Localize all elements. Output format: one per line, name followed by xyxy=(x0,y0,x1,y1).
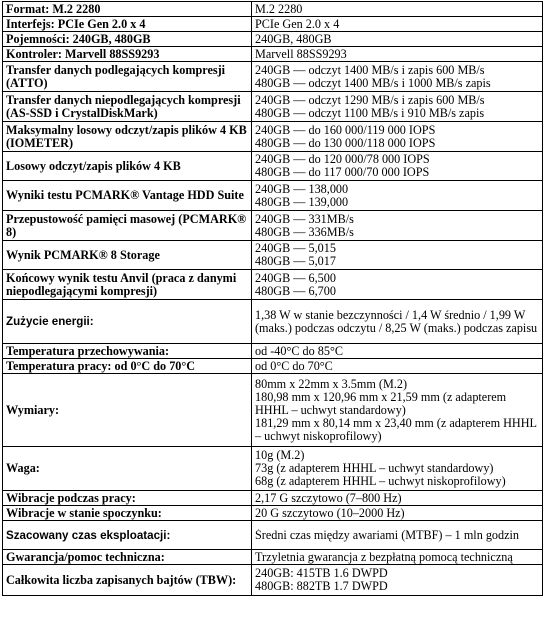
spec-label: Format: M.2 2280 xyxy=(3,2,252,17)
spec-value-line: 480GB — odczyt 1400 MB/s i 1000 MB/s zapis xyxy=(255,76,491,90)
spec-value-line: 240GB, 480GB xyxy=(255,32,332,46)
spec-label: Końcowy wynik testu Anvil (praca z danymi niepodlegającymi kompresji) xyxy=(3,270,252,300)
spec-value-cell xyxy=(252,359,543,374)
spec-value-cell xyxy=(252,181,543,211)
spec-row xyxy=(3,374,543,447)
spec-row xyxy=(3,506,543,521)
spec-value-line: 480GB — 336MB/s xyxy=(255,225,354,239)
spec-label: Wymiary: xyxy=(3,374,252,447)
spec-label: Wyniki testu PCMARK® Vantage HDD Suite xyxy=(3,181,252,211)
spec-value-cell xyxy=(252,17,543,32)
spec-value-line: 240GB — 5,015 xyxy=(255,242,336,255)
specification-table-body xyxy=(3,2,543,596)
spec-value-cell xyxy=(252,565,543,596)
spec-value-line: Marvell 88SS9293 xyxy=(255,47,347,61)
spec-row xyxy=(3,521,543,550)
spec-label: Temperatura przechowywania: xyxy=(3,344,252,359)
spec-value-line: od 0°C do 70°C xyxy=(255,359,333,373)
spec-label: Całkowita liczba zapisanych bajtów (TBW): xyxy=(3,565,252,596)
spec-row xyxy=(3,47,543,62)
spec-label: Wynik PCMARK® 8 Storage xyxy=(3,241,252,270)
spec-row xyxy=(3,152,543,181)
spec-value-line: od -40°C do 85°C xyxy=(255,344,343,358)
spec-row xyxy=(3,565,543,596)
spec-value-cell xyxy=(252,506,543,521)
spec-value-cell xyxy=(252,62,543,92)
spec-value-line: 240GB — odczyt 1290 MB/s i zapis 600 MB/s xyxy=(255,93,485,107)
spec-value-cell xyxy=(252,344,543,359)
spec-value-line: 480GB — do 130 000/118 000 IOPS xyxy=(255,136,436,150)
spec-value-line: M.2 2280 xyxy=(255,2,303,16)
spec-value-line: 2,17 G szczytowo (7–800 Hz) xyxy=(255,491,402,505)
spec-value-cell xyxy=(252,300,543,344)
spec-value-cell xyxy=(252,374,543,447)
spec-row xyxy=(3,300,543,344)
spec-row xyxy=(3,17,543,32)
spec-row xyxy=(3,211,543,241)
spec-value-line: 240GB — do 160 000/119 000 IOPS xyxy=(255,123,436,137)
spec-label: Temperatura pracy: od 0°C do 70°C xyxy=(3,359,252,374)
spec-value-cell xyxy=(252,2,543,17)
spec-value-line: 240GB — 331MB/s xyxy=(255,212,354,226)
spec-row xyxy=(3,550,543,565)
spec-label: Interfejs: PCIe Gen 2.0 x 4 xyxy=(3,17,252,32)
spec-row xyxy=(3,344,543,359)
spec-row xyxy=(3,62,543,92)
spec-value-cell xyxy=(252,152,543,181)
spec-row xyxy=(3,241,543,270)
spec-value-line: PCIe Gen 2.0 x 4 xyxy=(255,17,340,31)
spec-value-cell xyxy=(252,32,543,47)
spec-value-cell xyxy=(252,122,543,152)
spec-value-line: 480GB — 6,700 xyxy=(255,284,336,298)
spec-value-line: 20 G szczytowo (10–2000 Hz) xyxy=(255,506,405,520)
spec-label: Szacowany czas eksploatacji: xyxy=(3,521,252,550)
spec-value-line: 180,98 mm x 120,96 mm x 21,59 mm (z adapterem HHHL – uchwyt standardowy) xyxy=(255,390,507,417)
spec-label: Waga: xyxy=(3,447,252,491)
spec-value-line: 240GB — odczyt 1400 MB/s i zapis 600 MB/s xyxy=(255,63,485,77)
spec-value-cell xyxy=(252,447,543,491)
spec-label: Losowy odczyt/zapis plików 4 KB xyxy=(3,152,252,181)
spec-value-line: 480GB — 139,000 xyxy=(255,195,349,209)
spec-row xyxy=(3,447,543,491)
spec-value-line: 80mm x 22mm x 3.5mm (M.2) xyxy=(255,377,408,391)
spec-label: Przepustowość pamięci masowej (PCMARK® 8) xyxy=(3,211,252,241)
spec-label: Zużycie energii: xyxy=(3,300,252,344)
spec-value-line: 73g (z adapterem HHHL – uchwyt standardowy) xyxy=(255,462,494,475)
spec-label: Pojemności: 240GB, 480GB xyxy=(3,32,252,47)
spec-value-cell xyxy=(252,47,543,62)
spec-label: Transfer danych podlegających kompresji (ATTO) xyxy=(3,62,252,92)
spec-row xyxy=(3,2,543,17)
spec-value-cell xyxy=(252,491,543,506)
spec-value-line: 10g (M.2) xyxy=(255,449,305,462)
spec-value-cell xyxy=(252,521,543,550)
spec-value-cell xyxy=(252,92,543,122)
spec-row xyxy=(3,491,543,506)
spec-row xyxy=(3,270,543,300)
spec-value-cell xyxy=(252,550,543,565)
spec-row xyxy=(3,32,543,47)
spec-value-line: Trzyletnia gwarancja z bezpłatną pomocą techniczną xyxy=(255,550,513,564)
spec-value-cell xyxy=(252,270,543,300)
spec-row xyxy=(3,92,543,122)
spec-label: Transfer danych niepodlegających kompresji (AS-SSD i CrystalDiskMark) xyxy=(3,92,252,122)
spec-label: Maksymalny losowy odczyt/zapis plików 4 KB (IOMETER) xyxy=(3,122,252,152)
spec-label: Wibracje podczas pracy: xyxy=(3,491,252,506)
spec-label: Wibracje w stanie spoczynku: xyxy=(3,506,252,521)
spec-value-line: 240GB — 138,000 xyxy=(255,182,349,196)
spec-value-line: 181,29 mm x 80,14 mm x 23,40 mm (z adapterem HHHL – uchwyt niskoprofilowy) xyxy=(255,416,537,443)
spec-value-line: 480GB — do 117 000/70 000 IOPS xyxy=(255,166,430,179)
spec-value-line: 480GB — odczyt 1100 MB/s i 910 MB/s zapis xyxy=(255,106,485,120)
spec-value-cell xyxy=(252,211,543,241)
spec-value-line: 240GB — do 120 000/78 000 IOPS xyxy=(255,153,430,166)
specification-table xyxy=(2,1,543,596)
spec-value-cell xyxy=(252,241,543,270)
spec-value-line: 68g (z adapterem HHHL – uchwyt niskoprofilowy) xyxy=(255,475,506,488)
spec-row xyxy=(3,181,543,211)
spec-row xyxy=(3,359,543,374)
spec-label: Kontroler: Marvell 88SS9293 xyxy=(3,47,252,62)
spec-value-line: Średni czas między awariami (MTBF) – 1 mln godzin xyxy=(255,528,520,542)
spec-value-line: 240GB: 415TB 1.6 DWPD xyxy=(255,567,388,580)
spec-value-line: 1,38 W w stanie bezczynności / 1,4 W średnio / 1,99 W (maks.) podczas odczytu / 8,25 W (maks.) podczas zapisu xyxy=(255,308,538,335)
spec-label: Gwarancja/pomoc techniczna: xyxy=(3,550,252,565)
spec-value-line: 240GB — 6,500 xyxy=(255,271,336,285)
spec-value-line: 480GB — 5,017 xyxy=(255,255,336,268)
spec-row xyxy=(3,122,543,152)
spec-value-line: 480GB: 882TB 1.7 DWPD xyxy=(255,580,388,593)
